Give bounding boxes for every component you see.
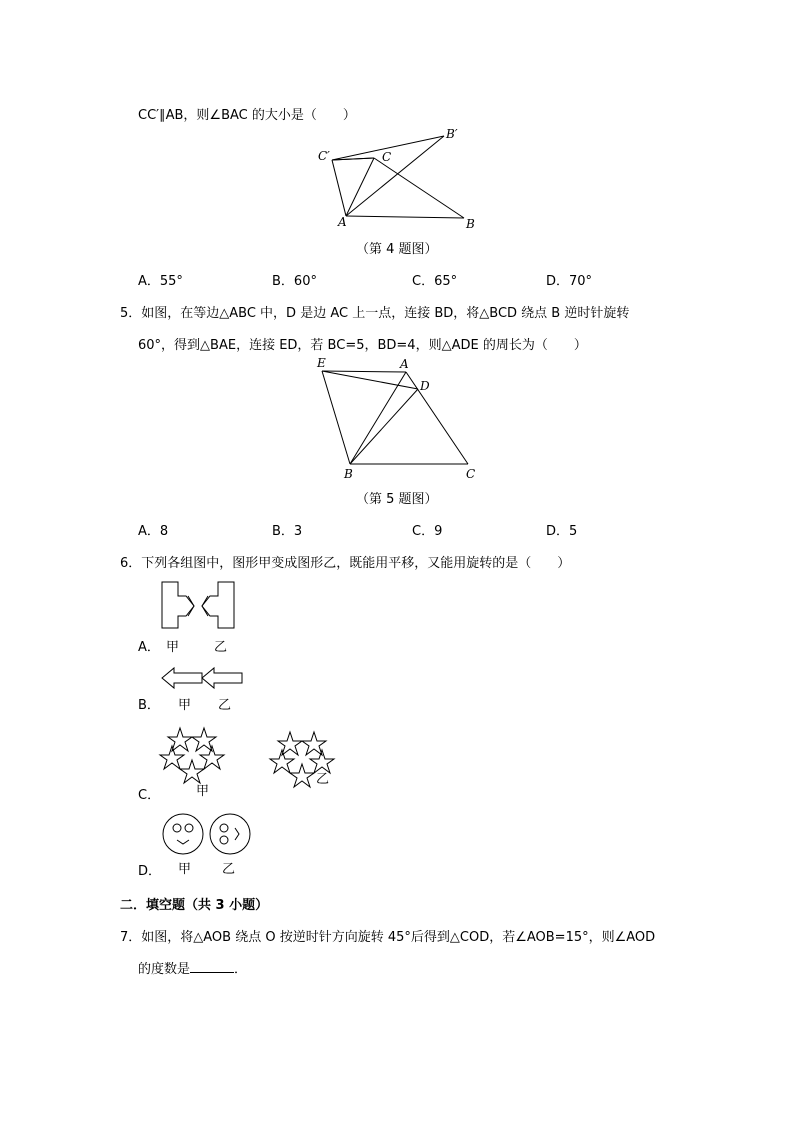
q6-b-yi: 乙 [218, 698, 232, 713]
q5-stem-line2: 60°，得到△BAE，连接 ED，若 BC=5，BD=4，则△ADE 的周长为（ ） [138, 338, 587, 353]
q7-suffix: ． [234, 962, 248, 977]
q4-option-b[interactable]: B．60° [272, 274, 317, 289]
q7-answer-blank[interactable] [190, 960, 234, 973]
q6-a-figure [160, 580, 236, 630]
label-d: D [420, 379, 430, 393]
q6-c-figure-jia [162, 724, 222, 780]
q4-option-c[interactable]: C．65° [412, 274, 458, 289]
q6-a-jia: 甲 [166, 640, 180, 655]
q7-stem-line1: 7．如图，将△AOB 绕点 O 按逆时针方向旋转 45°后得到△COD，若∠AOB=15°，则∠AOD [120, 930, 656, 945]
label-c: C [382, 150, 392, 164]
q6-d-figure [162, 812, 252, 856]
label-a5: A [400, 357, 409, 371]
q6-option-c[interactable]: C． [138, 788, 161, 803]
q6-d-yi: 乙 [222, 862, 236, 877]
q6-c-yi: 乙 [316, 772, 330, 787]
q6-option-b[interactable]: B． [138, 698, 160, 713]
label-b: B [466, 217, 475, 231]
q4-figure [318, 127, 478, 231]
q4-stem: CC′∥AB，则∠BAC 的大小是（ ） [138, 108, 356, 123]
q5-option-a[interactable]: A．8 [138, 524, 169, 539]
q4-option-a[interactable]: A．55° [138, 274, 183, 289]
q4-caption: （第 4 题图） [356, 242, 438, 257]
label-c5: C [466, 467, 476, 481]
label-b-prime: B′ [446, 127, 458, 141]
section-title: 二．填空题（共 3 小题） [120, 898, 269, 913]
label-c-prime: C′ [318, 149, 330, 163]
label-a: A [338, 215, 347, 229]
q5-figure [314, 356, 484, 481]
q6-stem: 6．下列各组图中，图形甲变成图形乙，既能用平移，又能用旋转的是（ ） [120, 556, 571, 571]
q5-option-d[interactable]: D．5 [546, 524, 578, 539]
q6-c-jia: 甲 [196, 784, 210, 799]
q6-b-jia: 甲 [178, 698, 192, 713]
q5-caption: （第 5 题图） [356, 492, 438, 507]
q6-option-d[interactable]: D． [138, 864, 162, 879]
q4-option-d[interactable]: D．70° [546, 274, 593, 289]
q5-stem-line1: 5．如图，在等边△ABC 中，D 是边 AC 上一点，连接 BD，将△BCD 绕点 B 逆时针旋转 [120, 306, 630, 321]
q6-b-figure [160, 666, 244, 690]
label-e: E [317, 356, 326, 370]
q6-option-a[interactable]: A． [138, 640, 160, 655]
q5-option-b[interactable]: B．3 [272, 524, 303, 539]
q5-option-c[interactable]: C．9 [412, 524, 443, 539]
q7-prefix: 的度数是 [138, 962, 191, 977]
q6-a-yi: 乙 [214, 640, 228, 655]
q7-stem-line2 [138, 958, 247, 977]
q6-d-jia: 甲 [178, 862, 192, 877]
label-b5: B [344, 467, 353, 481]
